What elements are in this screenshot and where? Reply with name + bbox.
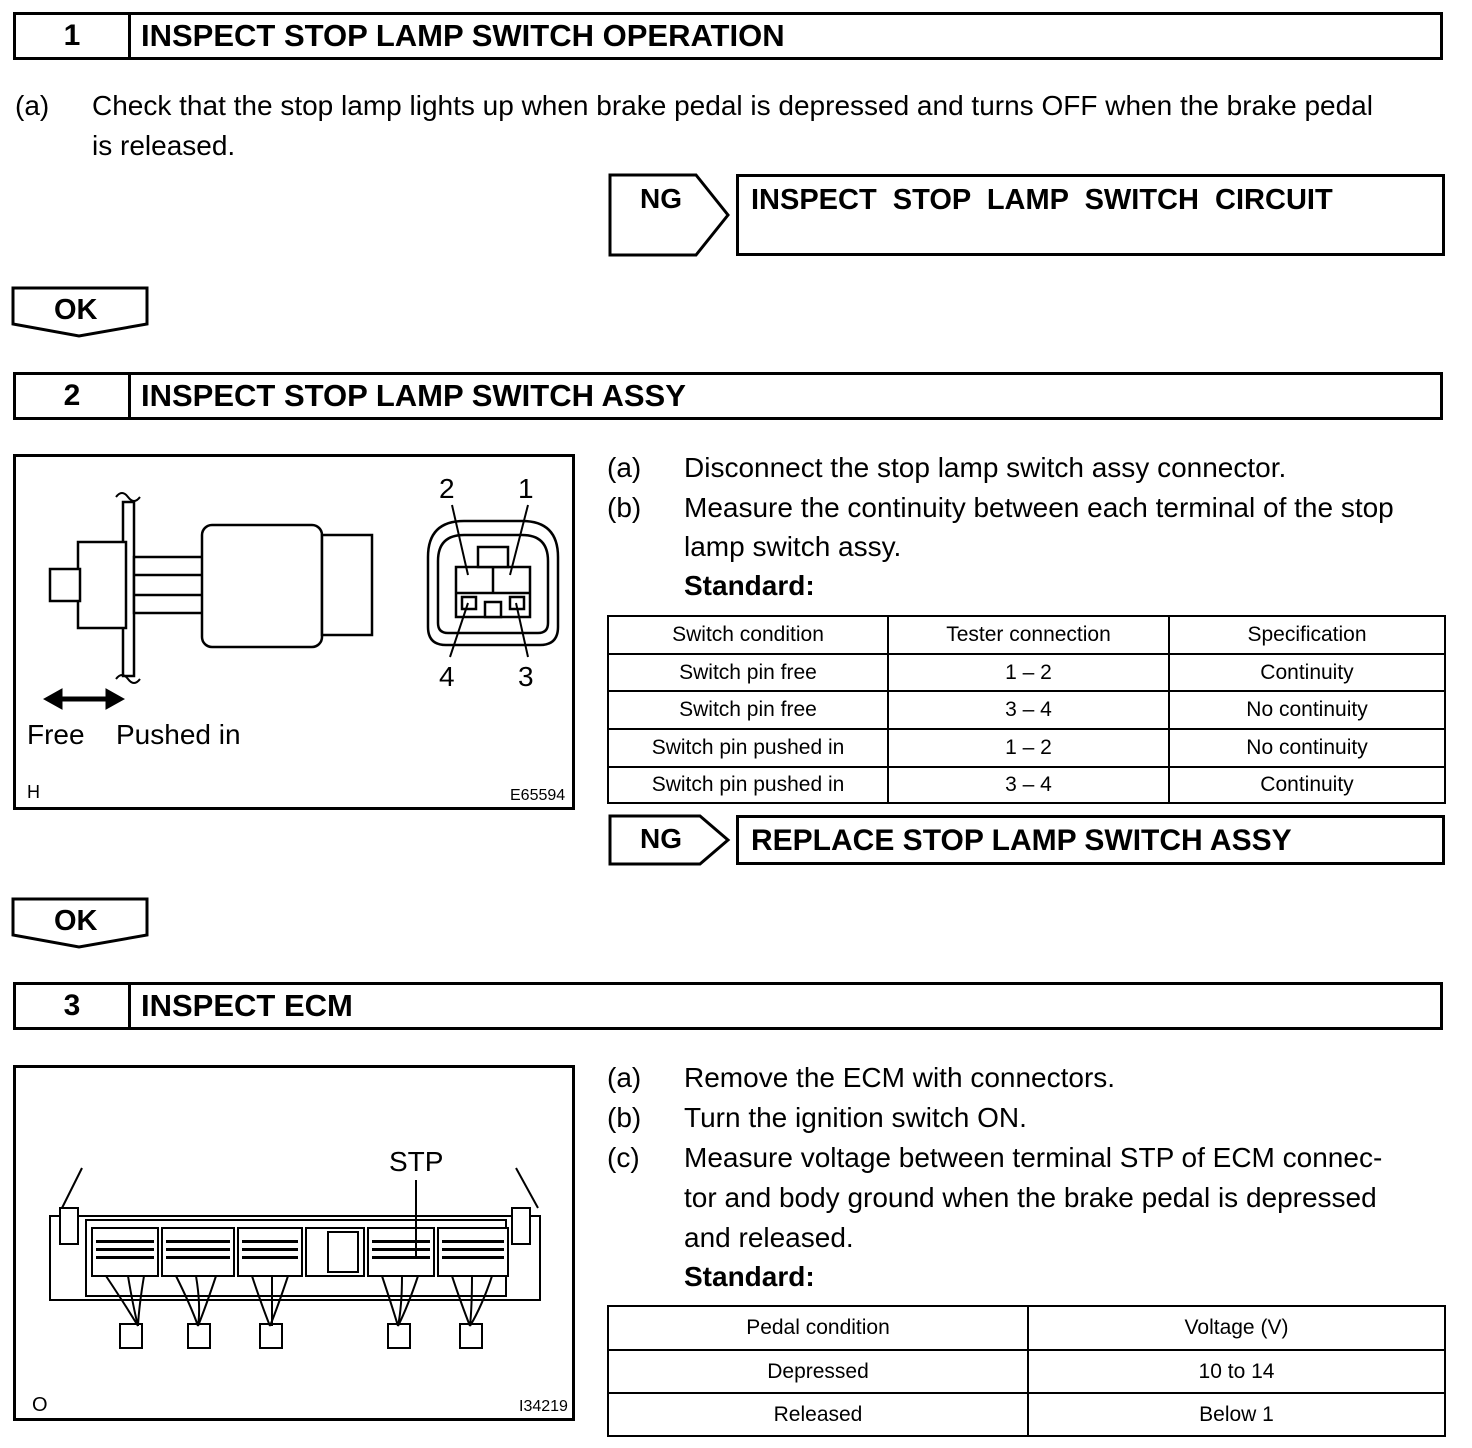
step-3-item-b: Turn the ignition switch ON. — [684, 1102, 1027, 1133]
table-header: Pedal condition — [608, 1306, 1028, 1350]
step-1-item-a-line2: is released. — [92, 130, 236, 161]
table-header: Switch condition — [608, 616, 888, 654]
step-2-item-a: Disconnect the stop lamp switch assy connector. — [684, 452, 1287, 483]
table-row — [608, 729, 1445, 767]
table-cell: Switch pin free — [608, 691, 888, 729]
step-2-ng-label: NG — [640, 823, 682, 854]
pin-4-label: 4 — [439, 661, 455, 692]
step-3-header — [13, 982, 1443, 1030]
ecm-drawing — [16, 1068, 572, 1418]
figure-id: E65594 — [510, 787, 566, 804]
step-2-ok-label: OK — [54, 905, 98, 937]
pushed-in-label: Pushed in — [116, 719, 241, 750]
stop-lamp-switch-drawing — [16, 457, 572, 807]
step-2-item-a-marker: (a) — [607, 452, 642, 483]
ecm-figure-corner-code: O — [32, 1394, 48, 1416]
step-2-item-b-line2: lamp switch assy. — [684, 531, 902, 562]
table-cell: Switch pin free — [608, 654, 888, 691]
step-3-item-a-marker: (a) — [607, 1062, 642, 1093]
step-3-item-b-marker: (b) — [607, 1102, 642, 1133]
step-3-title: INSPECT ECM — [141, 988, 353, 1023]
stp-label: STP — [389, 1146, 444, 1177]
ecm-figure — [13, 1065, 575, 1421]
table-row — [608, 691, 1445, 729]
table-cell: 10 to 14 — [1028, 1350, 1445, 1393]
step-1-number: 1 — [16, 15, 131, 57]
step-2-ng-result-box — [736, 815, 1445, 865]
step-1-ng-result-box — [736, 174, 1445, 256]
ecm-figure-id: I34219 — [519, 1398, 568, 1415]
table-cell: Continuity — [1169, 654, 1445, 691]
step-2-standard-label: Standard: — [684, 570, 815, 601]
table-row — [608, 1393, 1445, 1436]
step-3-number: 3 — [16, 985, 131, 1027]
table-cell: No continuity — [1169, 729, 1445, 767]
step-1-item-a-line1: Check that the stop lamp lights up when brake pedal is depressed and turns OFF when the brake pedal — [92, 90, 1373, 121]
table-cell: 1 – 2 — [888, 729, 1169, 767]
continuity-spec-table — [607, 615, 1446, 804]
step-2-item-b-line1: Measure the continuity between each terminal of the stop — [684, 492, 1394, 523]
step-2-number: 2 — [16, 375, 131, 417]
step-1-title: INSPECT STOP LAMP SWITCH OPERATION — [141, 18, 785, 53]
table-row — [608, 1350, 1445, 1393]
step-2-title: INSPECT STOP LAMP SWITCH ASSY — [141, 378, 686, 413]
step-1-item-a-marker: (a) — [15, 90, 50, 121]
table-cell: No continuity — [1169, 691, 1445, 729]
free-label: Free — [27, 719, 85, 750]
table-row — [608, 767, 1445, 803]
table-header-row — [608, 616, 1445, 654]
step-1-ok-label: OK — [54, 294, 98, 326]
pin-1-label: 1 — [518, 473, 534, 504]
step-1-ng-result: INSPECT STOP LAMP SWITCH CIRCUIT — [751, 184, 1333, 216]
voltage-spec-table — [607, 1305, 1446, 1437]
table-header-row — [608, 1306, 1445, 1350]
stop-lamp-switch-figure — [13, 454, 575, 810]
table-row — [608, 654, 1445, 691]
table-header: Voltage (V) — [1028, 1306, 1445, 1350]
step-3-item-c-line2: tor and body ground when the brake pedal is depressed — [684, 1182, 1377, 1213]
figure-corner-code: H — [27, 782, 40, 802]
table-cell: Continuity — [1169, 767, 1445, 803]
table-cell: 3 – 4 — [888, 767, 1169, 803]
step-3-item-c-marker: (c) — [607, 1142, 640, 1173]
table-cell: Depressed — [608, 1350, 1028, 1393]
step-2-item-b-marker: (b) — [607, 492, 642, 523]
table-cell: 3 – 4 — [888, 691, 1169, 729]
table-cell: Released — [608, 1393, 1028, 1436]
step-1-ng-label: NG — [640, 183, 682, 214]
table-header: Specification — [1169, 616, 1445, 654]
table-cell: Switch pin pushed in — [608, 729, 888, 767]
step-3-standard-label: Standard: — [684, 1261, 815, 1292]
pin-2-label: 2 — [439, 473, 455, 504]
step-2-header — [13, 372, 1443, 420]
pin-3-label: 3 — [518, 661, 534, 692]
step-3-item-a: Remove the ECM with connectors. — [684, 1062, 1116, 1093]
step-2-ng-result: REPLACE STOP LAMP SWITCH ASSY — [751, 824, 1292, 857]
table-cell: 1 – 2 — [888, 654, 1169, 691]
step-3-item-c-line3: and released. — [684, 1222, 854, 1253]
table-cell: Below 1 — [1028, 1393, 1445, 1436]
step-1-header — [13, 12, 1443, 60]
table-cell: Switch pin pushed in — [608, 767, 888, 803]
step-3-item-c-line1: Measure voltage between terminal STP of ECM connec- — [684, 1142, 1383, 1173]
table-header: Tester connection — [888, 616, 1169, 654]
